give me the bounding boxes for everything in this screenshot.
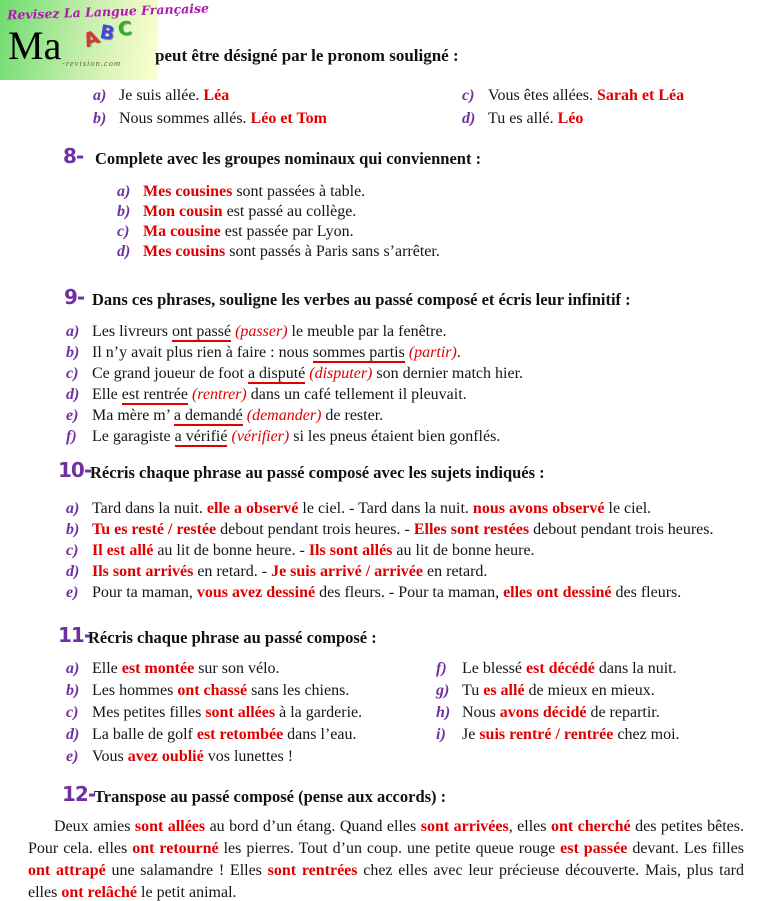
- text-segment: ont retourné: [132, 840, 219, 857]
- item-letter: a): [66, 323, 80, 340]
- text-segment: dans l’eau.: [283, 726, 357, 743]
- text-segment: Nous sommes allés.: [119, 110, 251, 127]
- text-segment: sans les chiens.: [247, 682, 350, 699]
- text-segment: Tu es allé.: [488, 110, 558, 127]
- item-letter: f): [436, 660, 447, 677]
- item-letter: i): [436, 726, 446, 743]
- text-segment: sont allées: [134, 818, 206, 835]
- exercise-item: [66, 582, 714, 603]
- text-segment: Je suis allée.: [119, 87, 204, 104]
- item-text: [462, 702, 660, 724]
- exercise10-number: 10-: [58, 458, 92, 482]
- text-segment: (rentrer): [191, 386, 247, 403]
- exercise-item: [462, 107, 684, 130]
- exercise-item: [436, 658, 680, 680]
- item-letter: d): [462, 110, 476, 127]
- exercise-item: [436, 680, 680, 702]
- text-segment: Elle: [92, 386, 122, 403]
- item-letter: f): [66, 428, 77, 445]
- text-segment: Le blessé: [462, 660, 526, 677]
- exercise-item: [66, 321, 523, 342]
- text-segment: à la garderie.: [275, 704, 363, 721]
- text-segment: en retard.: [423, 563, 488, 580]
- exercise-item: [66, 540, 714, 561]
- text-segment: dans la nuit.: [594, 660, 677, 677]
- logo-brand-text: Ma: [8, 23, 62, 68]
- item-text: [119, 107, 327, 130]
- exercise-item: [117, 222, 440, 242]
- item-letter: c): [66, 542, 79, 559]
- text-segment: avons décidé: [499, 704, 587, 721]
- item-letter: b): [93, 110, 107, 127]
- item-letter: c): [66, 704, 79, 721]
- item-text: [92, 384, 467, 405]
- text-segment: a vérifié: [174, 428, 228, 445]
- item-text: [143, 182, 365, 202]
- item-letter: c): [462, 87, 475, 104]
- item-text: [92, 498, 651, 519]
- item-text: [92, 363, 523, 384]
- text-segment: nous avons observé: [472, 500, 605, 517]
- logo-letter-c: C: [116, 17, 134, 41]
- exercise-item: [66, 680, 362, 702]
- item-text: [92, 680, 349, 702]
- text-segment: le ciel. - Tard dans la nuit.: [298, 500, 473, 517]
- text-segment: Mon cousin: [143, 203, 223, 220]
- text-segment: , elles: [508, 818, 551, 835]
- exercise-item: [66, 426, 523, 447]
- exercise10-header: Récris chaque phrase au passé composé avec les sujets indiqués :: [90, 463, 545, 482]
- text-segment: sont passées à table.: [232, 183, 366, 200]
- text-segment: Sarah et Léa: [597, 87, 685, 104]
- text-segment: Les livreurs: [92, 323, 172, 340]
- item-letter: b): [66, 682, 80, 699]
- exercise-item: [117, 242, 440, 262]
- item-letter: c): [117, 223, 130, 240]
- item-text: [92, 405, 383, 426]
- text-segment: (passer): [235, 323, 288, 340]
- text-segment: Il n’y avait plus rien à faire : nous: [92, 344, 313, 361]
- text-segment: Mes cousins: [143, 243, 226, 260]
- exercise12-number: 12-: [62, 782, 96, 806]
- text-segment: Ils sont allés: [308, 542, 393, 559]
- text-segment: une salamandre ! Elles: [105, 862, 268, 879]
- text-segment: (disputer): [309, 365, 373, 382]
- item-text: [92, 746, 293, 768]
- item-text: [92, 540, 535, 561]
- item-text: [143, 242, 440, 262]
- text-segment: ont relâché: [61, 884, 138, 901]
- text-segment: Elle: [92, 660, 122, 677]
- text-segment: sont passés à Paris sans s’arrêter.: [225, 243, 440, 260]
- text-segment: sont rentrées: [267, 862, 358, 879]
- text-segment: Elles sont restées: [413, 521, 530, 538]
- item-text: [462, 724, 680, 746]
- item-text: [92, 519, 714, 540]
- exercise-item: [66, 658, 362, 680]
- text-segment: de rester.: [321, 407, 384, 424]
- item-letter: b): [66, 521, 80, 538]
- item-letter: h): [436, 704, 451, 721]
- text-segment: devant. Les filles: [627, 840, 744, 857]
- text-segment: vos lunettes !: [203, 748, 294, 765]
- text-segment: si les pneus étaient bien gonflés.: [289, 428, 501, 445]
- item-letter: a): [66, 660, 80, 677]
- text-segment: est retombée: [196, 726, 284, 743]
- exercise7-header: peut être désigné par le pronom souligné :: [155, 46, 459, 65]
- logo-tagline: Revisez La Langue Française: [6, 0, 210, 23]
- item-text: [92, 342, 461, 363]
- text-segment: des fleurs. - Pour ta maman,: [315, 584, 504, 601]
- exercise11-header: Récris chaque phrase au passé composé :: [88, 628, 377, 647]
- text-segment: La balle de golf: [92, 726, 197, 743]
- text-segment: es allé: [483, 682, 525, 699]
- item-text: [92, 561, 487, 582]
- text-segment: est rentrée: [121, 386, 188, 403]
- text-segment: sommes partis: [312, 344, 405, 361]
- logo-domain-text: -revision.com: [62, 58, 122, 68]
- text-segment: Ma cousine: [143, 223, 221, 240]
- text-segment: Ils sont arrivés: [92, 563, 194, 580]
- text-segment: debout pendant trois heures. -: [216, 521, 414, 538]
- exercise11-items-left: [66, 658, 362, 768]
- text-segment: ont cherché: [550, 818, 631, 835]
- exercise-item: [462, 84, 684, 107]
- logo-letter-a: A: [80, 26, 103, 52]
- text-segment: a demandé: [173, 407, 243, 424]
- text-segment: Ma mère m’: [92, 407, 174, 424]
- item-text: [143, 202, 356, 222]
- item-text: [92, 658, 280, 680]
- text-segment: chez moi.: [613, 726, 680, 743]
- text-segment: le ciel.: [604, 500, 652, 517]
- item-letter: e): [66, 748, 79, 765]
- item-text: [92, 702, 362, 724]
- exercise9-items: [66, 321, 523, 447]
- item-text: [92, 426, 500, 447]
- exercise-item: [66, 342, 523, 363]
- exercise11-number: 11-: [58, 623, 92, 647]
- item-letter: e): [66, 407, 79, 424]
- logo-letter-b: B: [98, 20, 117, 46]
- text-segment: Tu: [462, 682, 484, 699]
- item-text: [92, 321, 447, 342]
- item-letter: c): [66, 365, 79, 382]
- text-segment: (partir): [408, 344, 457, 361]
- item-text: [119, 84, 229, 107]
- text-segment: ont attrapé: [28, 862, 106, 879]
- item-letter: d): [66, 386, 80, 403]
- exercise-item: [436, 724, 680, 746]
- text-segment: Nous: [462, 704, 500, 721]
- exercise-item: [66, 746, 362, 768]
- text-segment: Deux amies: [54, 818, 135, 835]
- text-segment: Le garagiste: [92, 428, 175, 445]
- exercise8-header: Complete avec les groupes nominaux qui conviennent :: [95, 149, 482, 168]
- exercise7-items-right: [462, 84, 684, 130]
- text-segment: en retard. -: [193, 563, 272, 580]
- item-letter: a): [117, 183, 131, 200]
- exercise-item: [66, 384, 523, 405]
- exercise8-number: 8-: [63, 144, 84, 168]
- text-segment: des fleurs.: [611, 584, 682, 601]
- text-segment: ont passé: [171, 323, 232, 340]
- text-segment: Léo et Tom: [250, 110, 327, 127]
- text-segment: des petites bêtes. Pour cela. elles: [28, 818, 744, 857]
- text-segment: est passée: [560, 840, 628, 857]
- exercise12-paragraph: [28, 816, 744, 901]
- item-letter: b): [66, 344, 80, 361]
- exercise-item: [436, 702, 680, 724]
- text-segment: de mieux en mieux.: [524, 682, 655, 699]
- logo-abc-icon: [78, 17, 148, 56]
- text-segment: sont allées: [205, 704, 276, 721]
- exercise10-items: [66, 498, 714, 603]
- text-segment: au lit de bonne heure.: [392, 542, 535, 559]
- text-segment: Pour ta maman,: [92, 584, 197, 601]
- item-letter: a): [93, 87, 107, 104]
- text-segment: au bord d’un étang. Quand elles: [205, 818, 421, 835]
- item-text: [462, 658, 677, 680]
- text-segment: est passée par Lyon.: [220, 223, 354, 240]
- exercise-item: [66, 724, 362, 746]
- site-logo: [0, 0, 210, 80]
- text-segment: le meuble par la fenêtre.: [287, 323, 447, 340]
- text-segment: Ce grand joueur de foot: [92, 365, 248, 382]
- exercise11-items-right: [436, 658, 680, 746]
- exercise-item: [117, 182, 440, 202]
- text-segment: Vous: [92, 748, 128, 765]
- text-segment: de repartir.: [586, 704, 660, 721]
- text-segment: (demander): [246, 407, 322, 424]
- item-text: [92, 724, 356, 746]
- item-letter: d): [117, 243, 131, 260]
- text-segment: Tard dans la nuit.: [92, 500, 207, 517]
- text-segment: Je: [462, 726, 480, 743]
- text-segment: sur son vélo.: [194, 660, 280, 677]
- exercise-item: [66, 519, 714, 540]
- item-letter: g): [436, 682, 450, 699]
- text-segment: Léo: [557, 110, 584, 127]
- text-segment: au lit de bonne heure. -: [153, 542, 309, 559]
- exercise8-items: [117, 182, 440, 262]
- exercise7-items-left: [93, 84, 327, 130]
- item-letter: d): [66, 726, 80, 743]
- item-text: [488, 107, 583, 130]
- text-segment: Les hommes: [92, 682, 178, 699]
- exercise-item: [66, 561, 714, 582]
- text-segment: les pierres. Tout d’un coup. une petite queue rouge: [218, 840, 561, 857]
- text-segment: est passé au collège.: [222, 203, 357, 220]
- exercise-item: [93, 107, 327, 130]
- text-segment: sont arrivées: [420, 818, 509, 835]
- text-segment: vous avez dessiné: [196, 584, 316, 601]
- item-text: [143, 222, 354, 242]
- item-letter: d): [66, 563, 80, 580]
- text-segment: dans un café tellement il pleuvait.: [246, 386, 467, 403]
- text-segment: Je suis arrivé / arrivée: [271, 563, 424, 580]
- text-segment: le petit animal.: [137, 884, 237, 901]
- exercise-item: [66, 363, 523, 384]
- item-letter: e): [66, 584, 79, 601]
- exercise-item: [117, 202, 440, 222]
- exercise9-header: Dans ces phrases, souligne les verbes au passé composé et écris leur infinitif :: [92, 290, 631, 309]
- exercise-item: [66, 702, 362, 724]
- text-segment: a disputé: [247, 365, 306, 382]
- text-segment: elles ont dessiné: [503, 584, 612, 601]
- exercise-item: [93, 84, 327, 107]
- text-segment: chez elles avec leur précieuse découverte. Mais, plus tard elles: [28, 862, 745, 901]
- text-segment: suis rentré / rentrée: [479, 726, 614, 743]
- text-segment: Mes petites filles: [92, 704, 206, 721]
- text-segment: ont chassé: [177, 682, 248, 699]
- item-letter: a): [66, 500, 80, 517]
- text-segment: debout pendant trois heures.: [529, 521, 714, 538]
- text-segment: est montée: [121, 660, 195, 677]
- exercise-item: [66, 405, 523, 426]
- text-segment: Il est allé: [92, 542, 154, 559]
- item-text: [462, 680, 655, 702]
- text-segment: .: [456, 344, 461, 361]
- item-letter: b): [117, 203, 131, 220]
- exercise9-number: 9-: [64, 285, 85, 309]
- text-segment: est décédé: [525, 660, 595, 677]
- text-segment: (vérifier): [231, 428, 290, 445]
- exercise-item: [66, 498, 714, 519]
- text-segment: Mes cousines: [143, 183, 233, 200]
- text-segment: son dernier match hier.: [372, 365, 524, 382]
- text-segment: avez oublié: [127, 748, 204, 765]
- exercise12-header: Transpose au passé composé (pense aux accords) :: [94, 787, 447, 806]
- text-segment: Léa: [203, 87, 230, 104]
- item-text: [92, 582, 681, 603]
- text-segment: Tu es resté / restée: [92, 521, 217, 538]
- text-segment: Vous êtes allées.: [488, 87, 598, 104]
- text-segment: elle a observé: [206, 500, 299, 517]
- item-text: [488, 84, 684, 107]
